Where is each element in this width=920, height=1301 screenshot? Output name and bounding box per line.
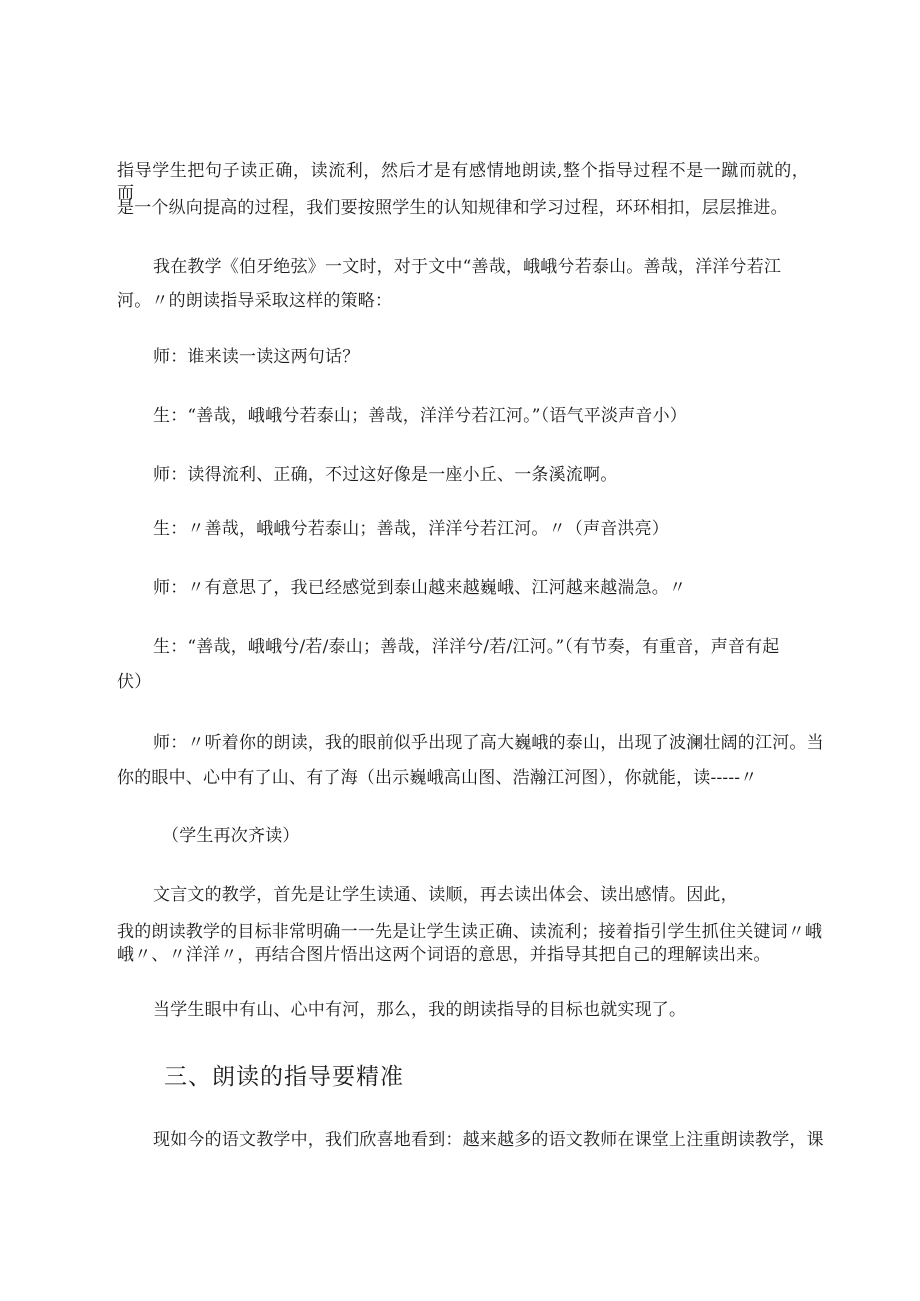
paragraph-4: 当学生眼中有山、心中有河，那么，我的朗读指导的目标也就实现了。 [153,1000,687,1020]
paragraph-3-line-3: 峨〃、〃洋洋〃，再结合图片悟出这两个词语的意思，并指导其把自己的理解读出来。 [117,945,771,965]
section-heading: 三、朗读的指导要精准 [164,1064,404,1090]
paragraph-3-line-2: 我的朗读教学的目标非常明确一一先是让学生读正确、读流利；接着指引学生抓住关键词〃峨 [117,922,823,942]
stage-note: （学生再次齐读） [162,826,300,846]
paragraph-3-line-1: 文言文的教学，首先是让学生读通、读顺，再去读出体会、读出感情。因此， [153,885,738,905]
paragraph-2-line-2: 河。〃的朗读指导采取这样的策略： [117,291,393,311]
dialogue-line-2: 生：“善哉，峨峨兮若泰山；善哉，洋洋兮若江河。”（语气平淡声音小） [153,406,687,426]
dialogue-line-6b: 伏） [117,672,152,692]
paragraph-1-line-2: 是一个纵向提高的过程，我们要按照学生的认知规律和学习过程，环环相扣，层层推进。 [117,198,788,218]
dialogue-line-6a: 生：“善哉，峨峨兮/若/泰山；善哉，洋洋兮/若/江河。”（有节奏，有重音，声音有起 [153,637,780,657]
dialogue-line-1: 师：谁来读一读这两句话？ [153,347,360,367]
dialogue-line-7a: 师：〃听着你的朗读，我的眼前似乎出现了高大巍峨的泰山，出现了波澜壮阔的江河。当 [153,733,824,753]
dialogue-line-7b: 你的眼中、心中有了山、有了海（出示巍峨高山图、浩瀚江河图），你就能，读-----〃 [117,768,758,788]
dialogue-line-3: 师：读得流利、正确，不过这好像是一座小丘、一条溪流啊。 [153,465,618,485]
paragraph-2-line-1: 我在教学《伯牙绝弦》一文时，对于文中“善哉，峨峨兮若泰山。善哉，洋洋兮若江 [153,257,782,277]
dialogue-line-4: 生：〃善哉，峨峨兮若泰山；善哉，洋洋兮若江河。〃（声音洪亮） [153,519,669,539]
paragraph-1-line-1: 指导学生把句子读正确，读流利，然后才是有感情地朗读,整个指导过程不是一蹴而就的，而 [117,161,809,203]
paragraph-5: 现如今的语文教学中，我们欣喜地看到：越来越多的语文教师在课堂上注重朗读教学，课 [153,1130,824,1150]
dialogue-line-5: 师：〃有意思了，我已经感觉到泰山越来越巍峨、江河越来越湍急。〃 [153,578,687,598]
